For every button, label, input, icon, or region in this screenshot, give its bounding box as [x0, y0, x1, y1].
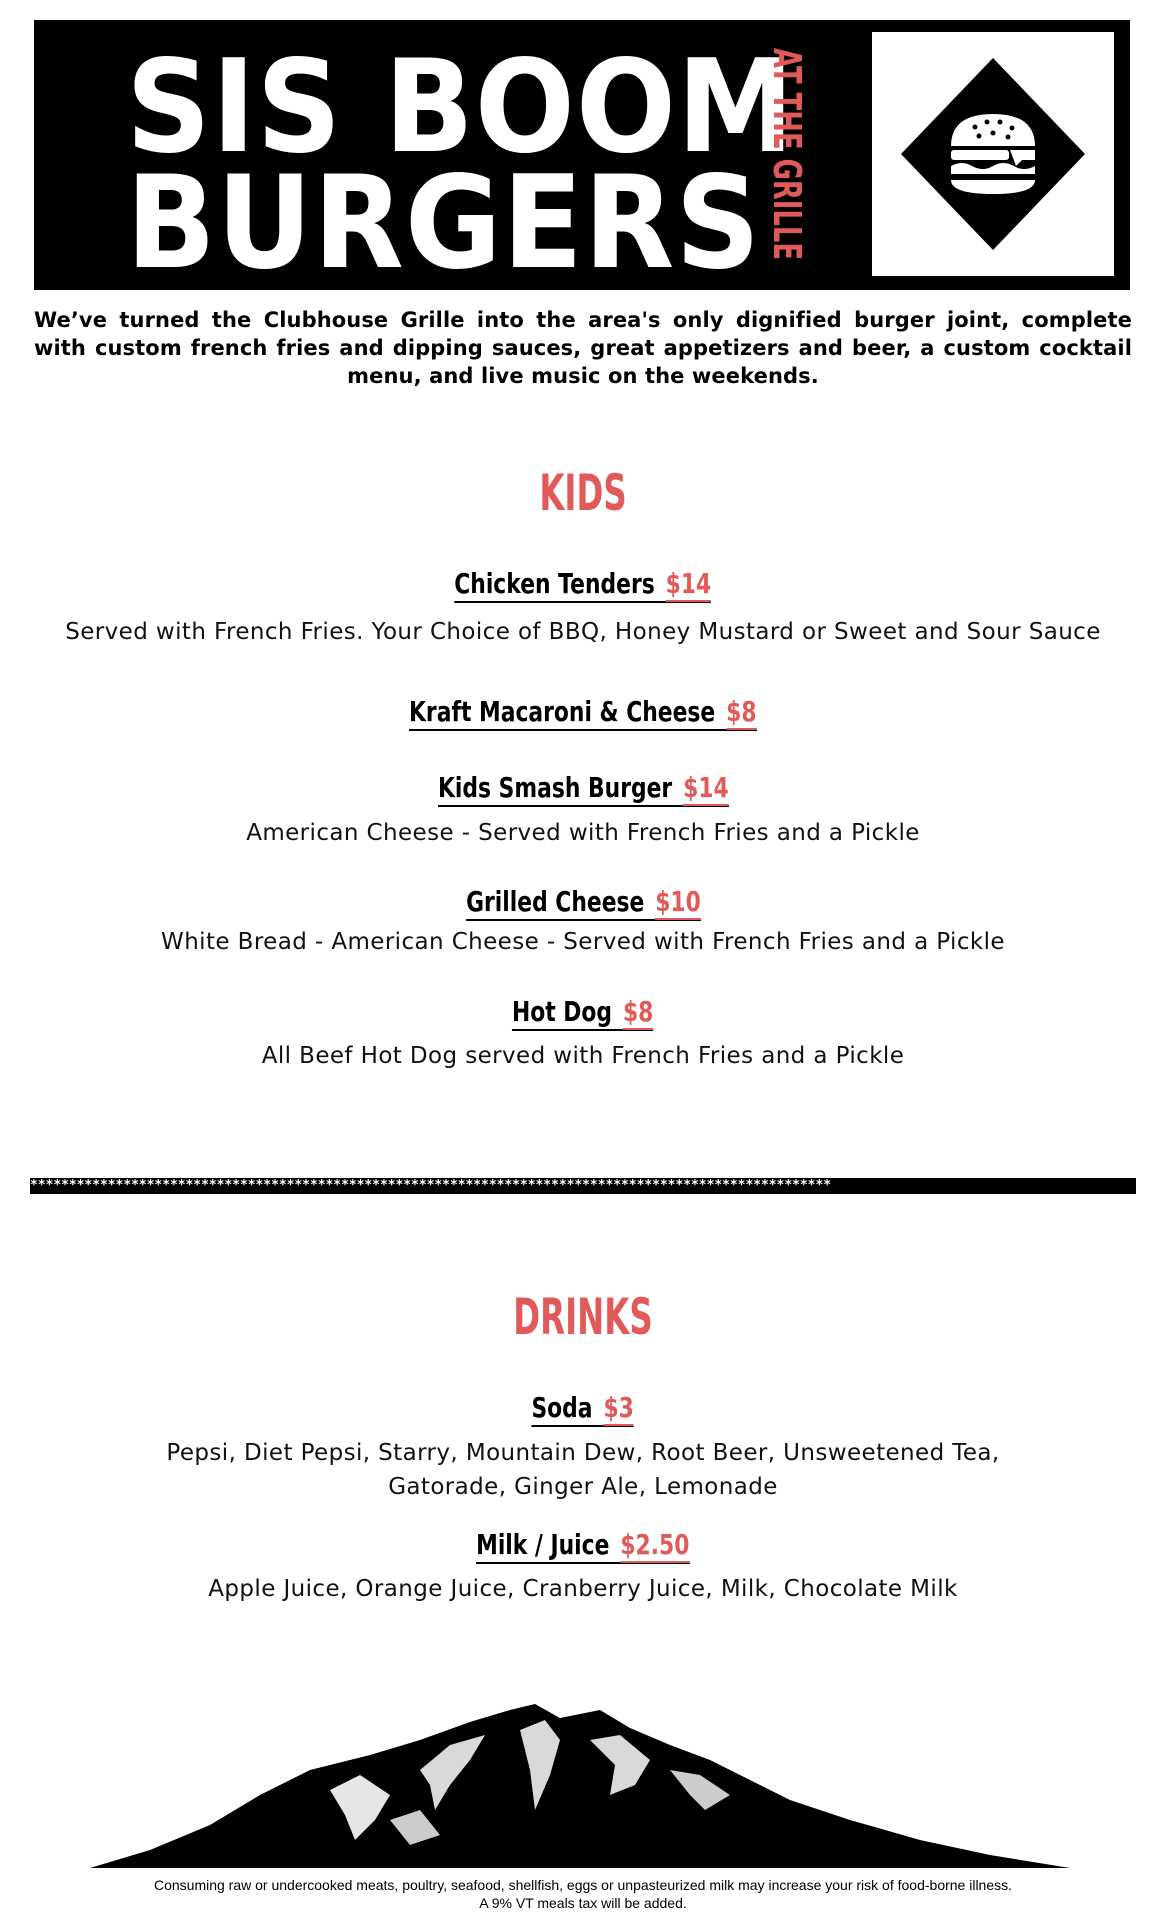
star-divider: ******************************************************************************************************* — [30, 1178, 1136, 1194]
kids-item-4-heading — [0, 995, 1166, 1031]
disclaimer-line-2: A 9% VT meals tax will be added. — [479, 1895, 687, 1911]
drinks-item-1-description: Apple Juice, Orange Juice, Cranberry Juice, Milk, Chocolate Milk — [208, 1576, 958, 1602]
kids-item-3-heading — [0, 885, 1166, 921]
item-name: Soda — [531, 1391, 593, 1424]
restaurant-name-line-2: BURGERS — [126, 149, 762, 298]
tagline-vertical — [736, 48, 809, 360]
kids-item-1-heading — [0, 695, 1166, 731]
kids-item-0-description: Served with French Fries. Your Choice of BBQ, Honey Mustard or Sweet and Sour Sauce — [65, 619, 1101, 645]
item-name: Chicken Tenders — [454, 567, 655, 600]
drinks-item-1-heading — [0, 1528, 1166, 1564]
item-name: Milk / Juice — [476, 1528, 610, 1561]
kids-section-title: KIDS — [539, 464, 627, 522]
item-price: $8 — [726, 695, 757, 728]
item-price: $3 — [603, 1391, 635, 1424]
item-price: $2.50 — [620, 1528, 690, 1561]
tagline-text: AT THE GRILLE — [765, 48, 809, 360]
mountain-silhouette-icon — [90, 1700, 1070, 1872]
kids-item-0-heading — [0, 567, 1166, 603]
item-price: $8 — [623, 995, 654, 1028]
disclaimer — [0, 1876, 1166, 1912]
kids-item-4-description: All Beef Hot Dog served with French Fries and a Pickle — [261, 1043, 905, 1069]
drinks-item-0-description: Pepsi, Diet Pepsi, Starry, Mountain Dew, Root Beer, Unsweetened Tea, Gatorade, Ginger Ale, Lemonade — [166, 1440, 1000, 1500]
item-price: $14 — [665, 567, 712, 600]
item-name: Kids Smash Burger — [437, 771, 672, 804]
burger-in-diamond-icon — [872, 32, 1114, 276]
item-name: Grilled Cheese — [465, 885, 644, 918]
item-price: $14 — [682, 771, 729, 804]
restaurant-name-line-1: SIS BOOM — [126, 33, 795, 182]
kids-item-3-description: White Bread - American Cheese - Served with French Fries and a Pickle — [161, 929, 1005, 955]
kids-item-2-heading — [0, 771, 1166, 807]
disclaimer-line-1: Consuming raw or undercooked meats, poultry, seafood, shellfish, eggs or unpasteurized milk may increase your risk of food-borne illness. — [153, 1877, 1013, 1893]
item-name: Kraft Macaroni & Cheese — [409, 695, 716, 728]
drinks-section-title: DRINKS — [513, 1288, 653, 1346]
item-price: $10 — [654, 885, 701, 918]
kids-item-2-description: American Cheese - Served with French Fries and a Pickle — [246, 820, 920, 846]
item-name: Hot Dog — [512, 995, 613, 1028]
drinks-item-0-heading — [0, 1391, 1166, 1427]
intro-paragraph: We’ve turned the Clubhouse Grille into the area's only dignified burger joint, complete with custom french fries and dipping sauces, great appetizers and beer, a custom cocktail menu, and live music on the weekends. — [34, 308, 1132, 388]
